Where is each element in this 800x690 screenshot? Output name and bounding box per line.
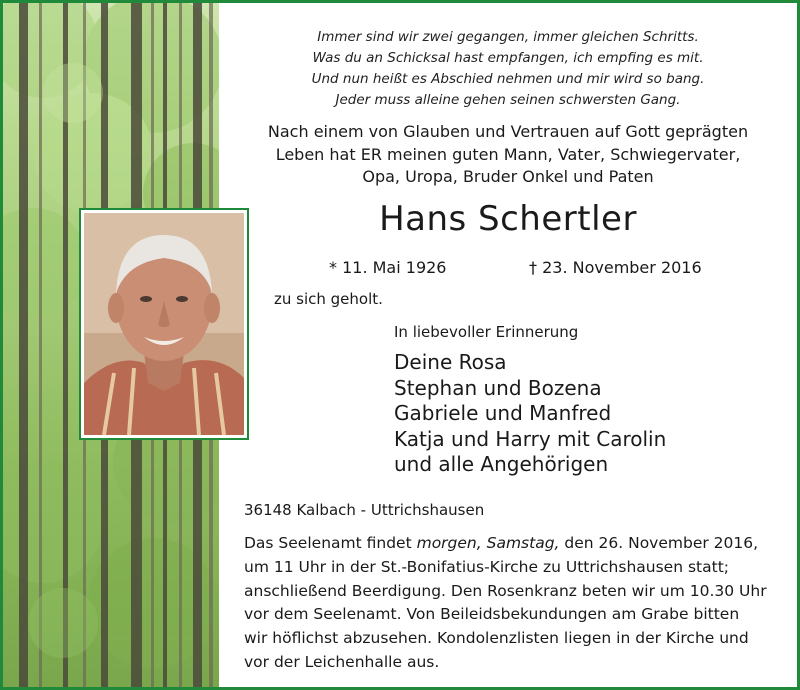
service-details <box>244 532 770 675</box>
intro-line: Opa, Uropa, Bruder Onkel und Paten <box>362 167 654 186</box>
poem <box>219 27 797 111</box>
memory-label: In liebevoller Erinnerung <box>394 323 579 341</box>
intro-text <box>219 121 797 189</box>
poem-line: Was du an Schicksal hast empfangen, ich empfing es mit. <box>312 50 704 66</box>
birth-date: * 11. Mai 1926 <box>329 258 447 277</box>
service-text: den 26. November 2016, <box>559 534 759 552</box>
service-line: wir höflichst abzusehen. Kondolenzlisten liegen in der Kirche und <box>244 629 749 648</box>
family-member: und alle Angehörigen <box>394 452 609 476</box>
poem-line: Immer sind wir zwei gegangen, immer gleichen Schritts. <box>317 29 699 45</box>
service-line: vor der Leichenhalle aus. <box>244 652 440 671</box>
intro-line: Nach einem von Glauben und Vertrauen auf Gott geprägten <box>267 122 749 141</box>
service-line: vor dem Seelenamt. Von Beileidsbekundungen am Grabe bitten <box>244 605 740 624</box>
family-member: Gabriele und Manfred <box>394 401 612 425</box>
service-line <box>244 532 770 556</box>
intro-line: Leben hat ER meinen guten Mann, Vater, Schwiegervater, <box>275 144 741 164</box>
death-date: † 23. November 2016 <box>529 258 702 277</box>
poem-line: Jeder muss alleine gehen seinen schwersten Gang. <box>335 92 681 108</box>
family-member: Katja und Harry mit Carolin <box>394 426 667 451</box>
family-list <box>394 350 666 478</box>
family-member: Stephan und Bozena <box>394 375 602 400</box>
service-text: Das Seelenamt findet <box>244 534 417 552</box>
family-member: Deine Rosa <box>394 350 507 374</box>
service-emphasis: morgen, Samstag, <box>416 534 560 552</box>
place-line: 36148 Kalbach - Uttrichshausen <box>244 501 485 519</box>
service-line: um 11 Uhr in der St.-Bonifatius-Kirche zu Uttrichshausen statt; <box>244 557 729 576</box>
service-line: anschließend Beerdigung. Den Rosenkranz beten wir um 10.30 Uhr <box>244 581 767 600</box>
poem-line: Und nun heißt es Abschied nehmen und mir wird so bang. <box>311 71 705 87</box>
deceased-name: Hans Schertler <box>379 199 637 239</box>
called-home-text: zu sich geholt. <box>274 290 383 308</box>
